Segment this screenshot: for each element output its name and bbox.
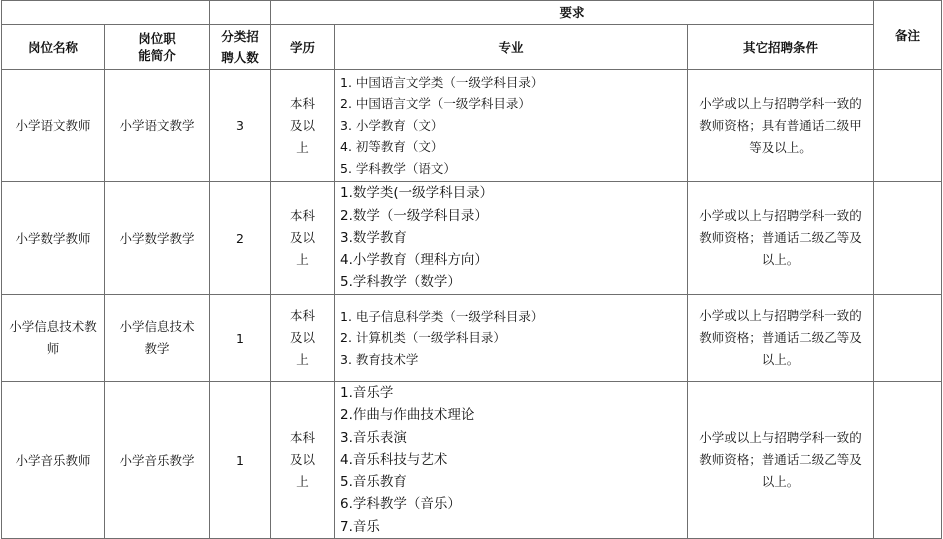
remarks — [874, 182, 942, 295]
table-row — [2, 382, 942, 539]
major-item: 3. 小学教育（文） — [340, 117, 444, 133]
major-item: 2. 中国语言文学（一级学科目录） — [340, 96, 531, 112]
header-major: 专业 — [335, 25, 688, 70]
header-row — [2, 25, 942, 70]
major-item: 5. 学科教学（语文） — [340, 160, 456, 176]
header-requirements: 要求 — [271, 1, 874, 25]
major-item: 1.数学类(一级学科目录） — [340, 185, 494, 202]
header-remarks: 备注 — [874, 1, 942, 70]
major-list — [335, 70, 688, 182]
header-position-name: 岗位名称 — [2, 25, 105, 70]
position-name: 小学语文教师 — [2, 70, 105, 182]
position-desc: 小学语文教学 — [105, 70, 210, 182]
major-list — [335, 382, 688, 539]
major-item: 3. 教育技术学 — [340, 351, 419, 367]
position-desc: 小学数学教学 — [105, 182, 210, 295]
major-item: 1. 电子信息科学类（一级学科目录） — [340, 308, 544, 324]
major-item: 3.音乐表演 — [340, 429, 407, 446]
remarks — [874, 382, 942, 539]
major-item: 2.数学（一级学科目录） — [340, 207, 488, 224]
position-desc: 小学音乐教学 — [105, 382, 210, 539]
education: 本科及以上 — [271, 295, 335, 382]
major-item: 7.音乐 — [340, 518, 380, 535]
position-desc: 小学信息技术教学 — [105, 295, 210, 382]
other-conditions: 小学或以上与招聘学科一致的教师资格；具有普通话二级甲等及以上。 — [688, 70, 874, 182]
major-item: 4.音乐科技与艺术 — [340, 451, 448, 468]
header-education: 学历 — [271, 25, 335, 70]
header-recruit-count: 分类招聘人数 — [210, 25, 271, 70]
table-row — [2, 182, 942, 295]
table-row — [2, 70, 942, 182]
other-conditions: 小学或以上与招聘学科一致的教师资格；普通话二级乙等及以上。 — [688, 295, 874, 382]
major-item: 5.音乐教育 — [340, 474, 407, 491]
recruit-count: 2 — [210, 182, 271, 295]
position-name: 小学信息技术教师 — [2, 295, 105, 382]
major-list — [335, 295, 688, 382]
header-other-conditions: 其它招聘条件 — [688, 25, 874, 70]
header-row-top — [2, 1, 942, 25]
major-list — [335, 182, 688, 295]
position-name: 小学数学教师 — [2, 182, 105, 295]
remarks — [874, 70, 942, 182]
recruit-count: 3 — [210, 70, 271, 182]
header-blank — [2, 1, 210, 25]
recruit-count: 1 — [210, 295, 271, 382]
other-conditions: 小学或以上与招聘学科一致的教师资格；普通话二级乙等及以上。 — [688, 182, 874, 295]
major-item: 4.小学教育（理科方向） — [340, 252, 488, 269]
table-row — [2, 295, 942, 382]
header-blank-count — [210, 1, 271, 25]
education: 本科及以上 — [271, 382, 335, 539]
major-item: 3.数学教育 — [340, 229, 407, 246]
header-position-desc: 岗位职能简介 — [105, 25, 210, 70]
major-item: 4. 初等教育（文） — [340, 139, 444, 155]
recruit-count: 1 — [210, 382, 271, 539]
education: 本科及以上 — [271, 182, 335, 295]
other-conditions: 小学或以上与招聘学科一致的教师资格；普通话二级乙等及以上。 — [688, 382, 874, 539]
recruitment-table — [1, 0, 942, 539]
position-name: 小学音乐教师 — [2, 382, 105, 539]
education: 本科及以上 — [271, 70, 335, 182]
major-item: 1.音乐学 — [340, 385, 394, 401]
remarks — [874, 295, 942, 382]
major-item: 2. 计算机类（一级学科目录） — [340, 330, 506, 346]
major-item: 2.作曲与作曲技术理论 — [340, 407, 475, 424]
major-item: 5.学科教学（数学） — [340, 274, 461, 291]
major-item: 1. 中国语言文学类（一级学科目录） — [340, 74, 544, 90]
major-item: 6.学科教学（音乐） — [340, 496, 461, 513]
